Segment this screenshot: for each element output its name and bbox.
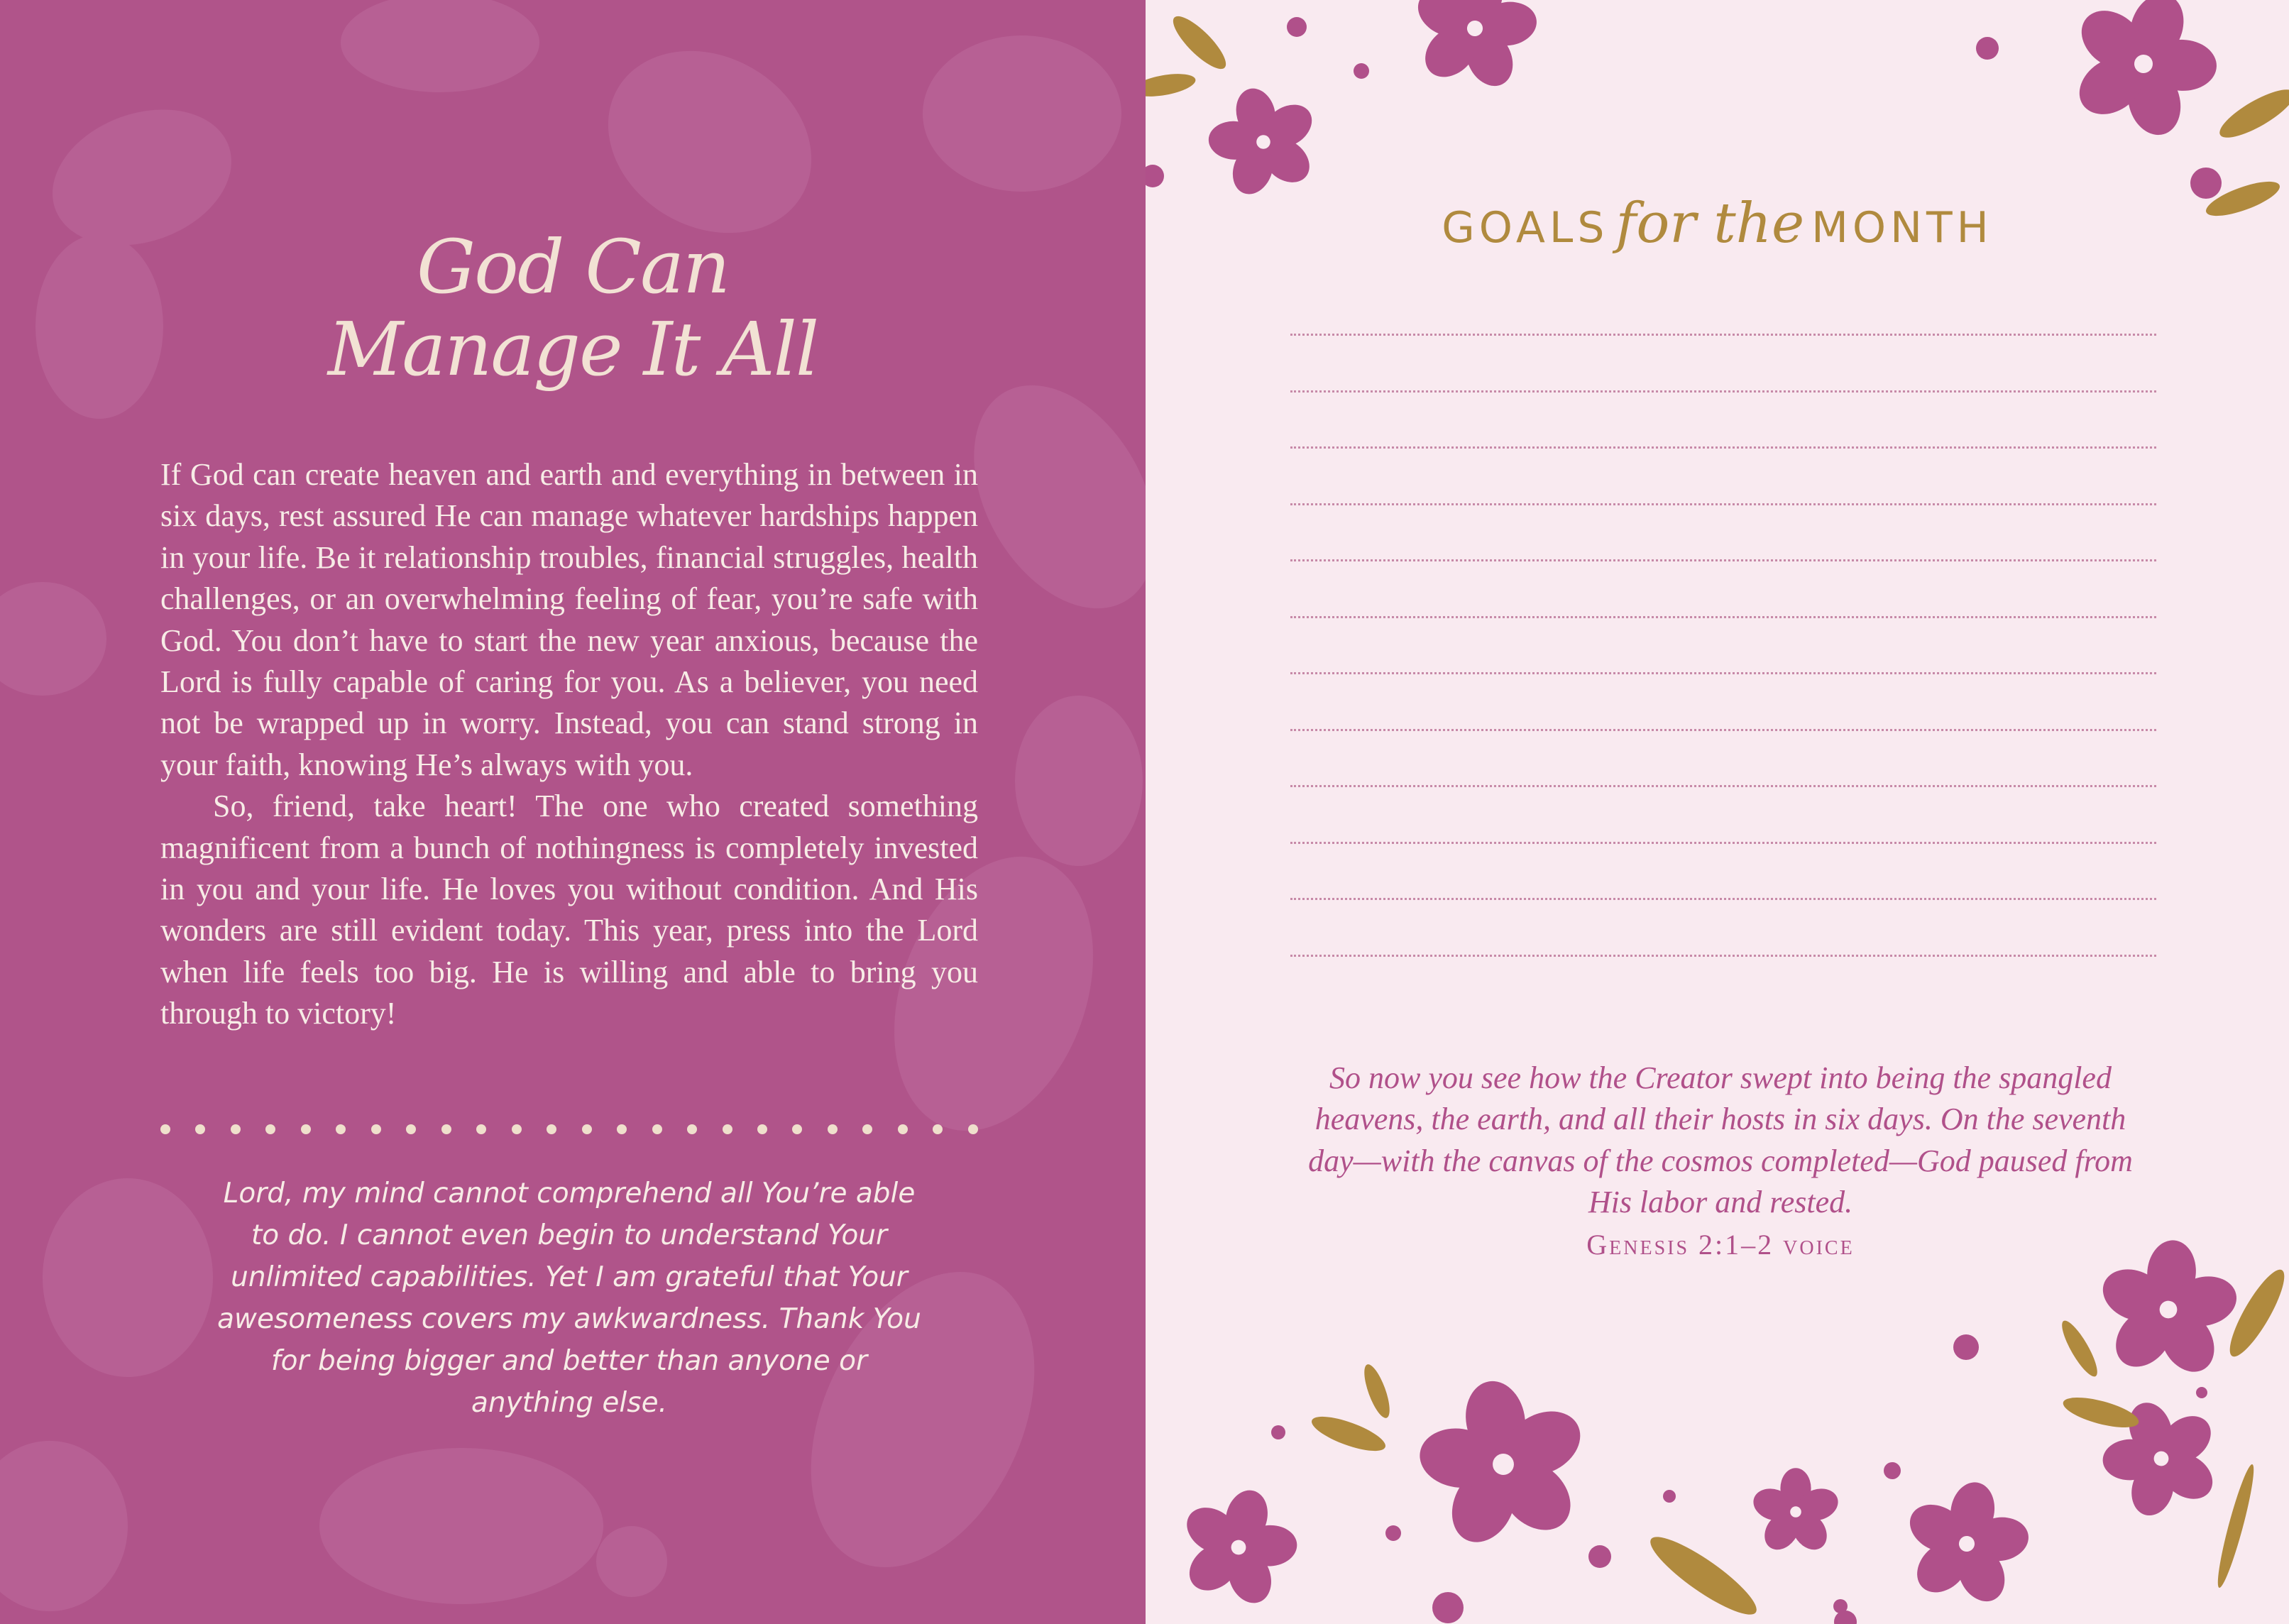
goal-line[interactable]	[1290, 446, 2156, 449]
divider-dot	[195, 1124, 205, 1134]
heading-goals: GOALS	[1442, 203, 1609, 253]
divider-dot	[862, 1124, 872, 1134]
heading-script: for the	[1615, 192, 1805, 256]
leaf-icon	[1146, 70, 1197, 100]
goal-writing-lines[interactable]	[1290, 334, 2156, 1011]
dot-decoration	[1588, 1545, 1611, 1568]
goal-line[interactable]	[1290, 785, 2156, 787]
divider-dot	[547, 1124, 556, 1134]
leaf-icon	[2221, 1263, 2289, 1362]
goal-line[interactable]	[1290, 334, 2156, 336]
paragraph: So, friend, take heart! The one who created something magnificent from a bunch of nothingness is completely invested in you and your life. He loves you without condition. And His wonders are still evident today. This year, press into the Lord when life feels too big. He is willing and able to bring you through to victory!	[160, 789, 978, 1031]
dot-decoration	[1976, 37, 1999, 60]
prayer-text: Lord, my mind cannot comprehend all You’re able to do. I cannot even begin to understand Your unlimited capabilities. Yet I am grateful that Your awesomeness covers my awkwardness. Thank You for being bigger and better than anyone or anything else.	[217, 1178, 921, 1419]
goals-heading	[1146, 192, 2289, 256]
dot-decoration	[1663, 1490, 1676, 1503]
divider-dot	[406, 1124, 416, 1134]
goal-line[interactable]	[1290, 503, 2156, 505]
goal-line[interactable]	[1290, 559, 2156, 561]
divider-dot	[336, 1124, 346, 1134]
divider-dot	[723, 1124, 732, 1134]
flower-icon	[1163, 1475, 1314, 1621]
heading-month: MONTH	[1811, 203, 1993, 253]
flower-icon	[1399, 0, 1550, 102]
divider-dot	[792, 1124, 802, 1134]
leaf-icon	[1359, 1361, 1395, 1420]
divider-dot	[160, 1124, 170, 1134]
goal-line[interactable]	[1290, 729, 2156, 731]
goal-line[interactable]	[1290, 390, 2156, 393]
dot-decoration	[1146, 165, 1164, 187]
divider-dot	[968, 1124, 978, 1134]
flower-icon	[2046, 0, 2241, 160]
divider-dot	[301, 1124, 311, 1134]
title-line-2: Manage It All	[327, 306, 818, 393]
divider-dot	[687, 1124, 697, 1134]
divider-dot	[441, 1124, 451, 1134]
divider-dot	[512, 1124, 522, 1134]
goal-line[interactable]	[1290, 898, 2156, 900]
leaf-icon	[2212, 1462, 2259, 1589]
divider-dot	[757, 1124, 767, 1134]
divider-dot	[652, 1124, 662, 1134]
dot-decoration	[1385, 1525, 1401, 1541]
flower-icon	[1401, 1366, 1606, 1564]
devotional-body	[160, 454, 978, 1035]
leaf-icon	[1166, 9, 1232, 75]
dotted-divider	[160, 1124, 978, 1137]
dot-decoration	[1432, 1592, 1464, 1623]
scripture-verse: So now you see how the Creator swept into being the spangled heavens, the earth, and all their hosts in six days. On the seventh day—with the canvas of the cosmos completed—God paused from His labor and rested.	[1308, 1060, 2133, 1220]
leaf-icon	[2214, 81, 2289, 146]
divider-dot	[371, 1124, 381, 1134]
page-title	[0, 224, 1146, 393]
divider-dot	[582, 1124, 592, 1134]
leaf-icon	[1308, 1410, 1389, 1458]
divider-dot	[265, 1124, 275, 1134]
leaf-icon	[1642, 1526, 1765, 1624]
leaf-icon	[2056, 1317, 2103, 1381]
dot-decoration	[1354, 63, 1369, 79]
scripture-citation: Genesis 2:1–2 voice	[1586, 1229, 1855, 1261]
divider-dot	[898, 1124, 908, 1134]
flower-icon	[1750, 1468, 1843, 1556]
goal-line[interactable]	[1290, 672, 2156, 674]
divider-dot	[933, 1124, 943, 1134]
goal-line[interactable]	[1290, 842, 2156, 844]
divider-dot	[476, 1124, 486, 1134]
goal-line[interactable]	[1290, 955, 2156, 957]
dot-decoration	[2196, 1387, 2207, 1398]
dot-decoration	[1884, 1462, 1901, 1479]
goal-line[interactable]	[1290, 616, 2156, 618]
divider-dot	[828, 1124, 838, 1134]
divider-dot	[617, 1124, 627, 1134]
paragraph: If God can create heaven and earth and everything in between in six days, rest assured He can manage whatever hardships happen in your life. Be it relationship troubles, financial struggles, health challenges, or an overwhelming feeling of fear, you’re safe with God. You don’t have to start the new year anxious, because the Lord is fully capable of caring for you. As a believer, you need not be wrapped up in worry. Instead, you can stand strong in your faith, knowing He’s always with you.	[160, 457, 978, 782]
divider-dot	[231, 1124, 241, 1134]
dot-decoration	[1953, 1334, 1979, 1360]
right-page	[1146, 0, 2289, 1624]
flower-icon	[1193, 74, 1334, 211]
title-line-1: God Can	[417, 224, 729, 310]
dot-decoration	[1271, 1425, 1285, 1439]
flower-icon	[1891, 1471, 2042, 1618]
dot-decoration	[1287, 17, 1307, 37]
